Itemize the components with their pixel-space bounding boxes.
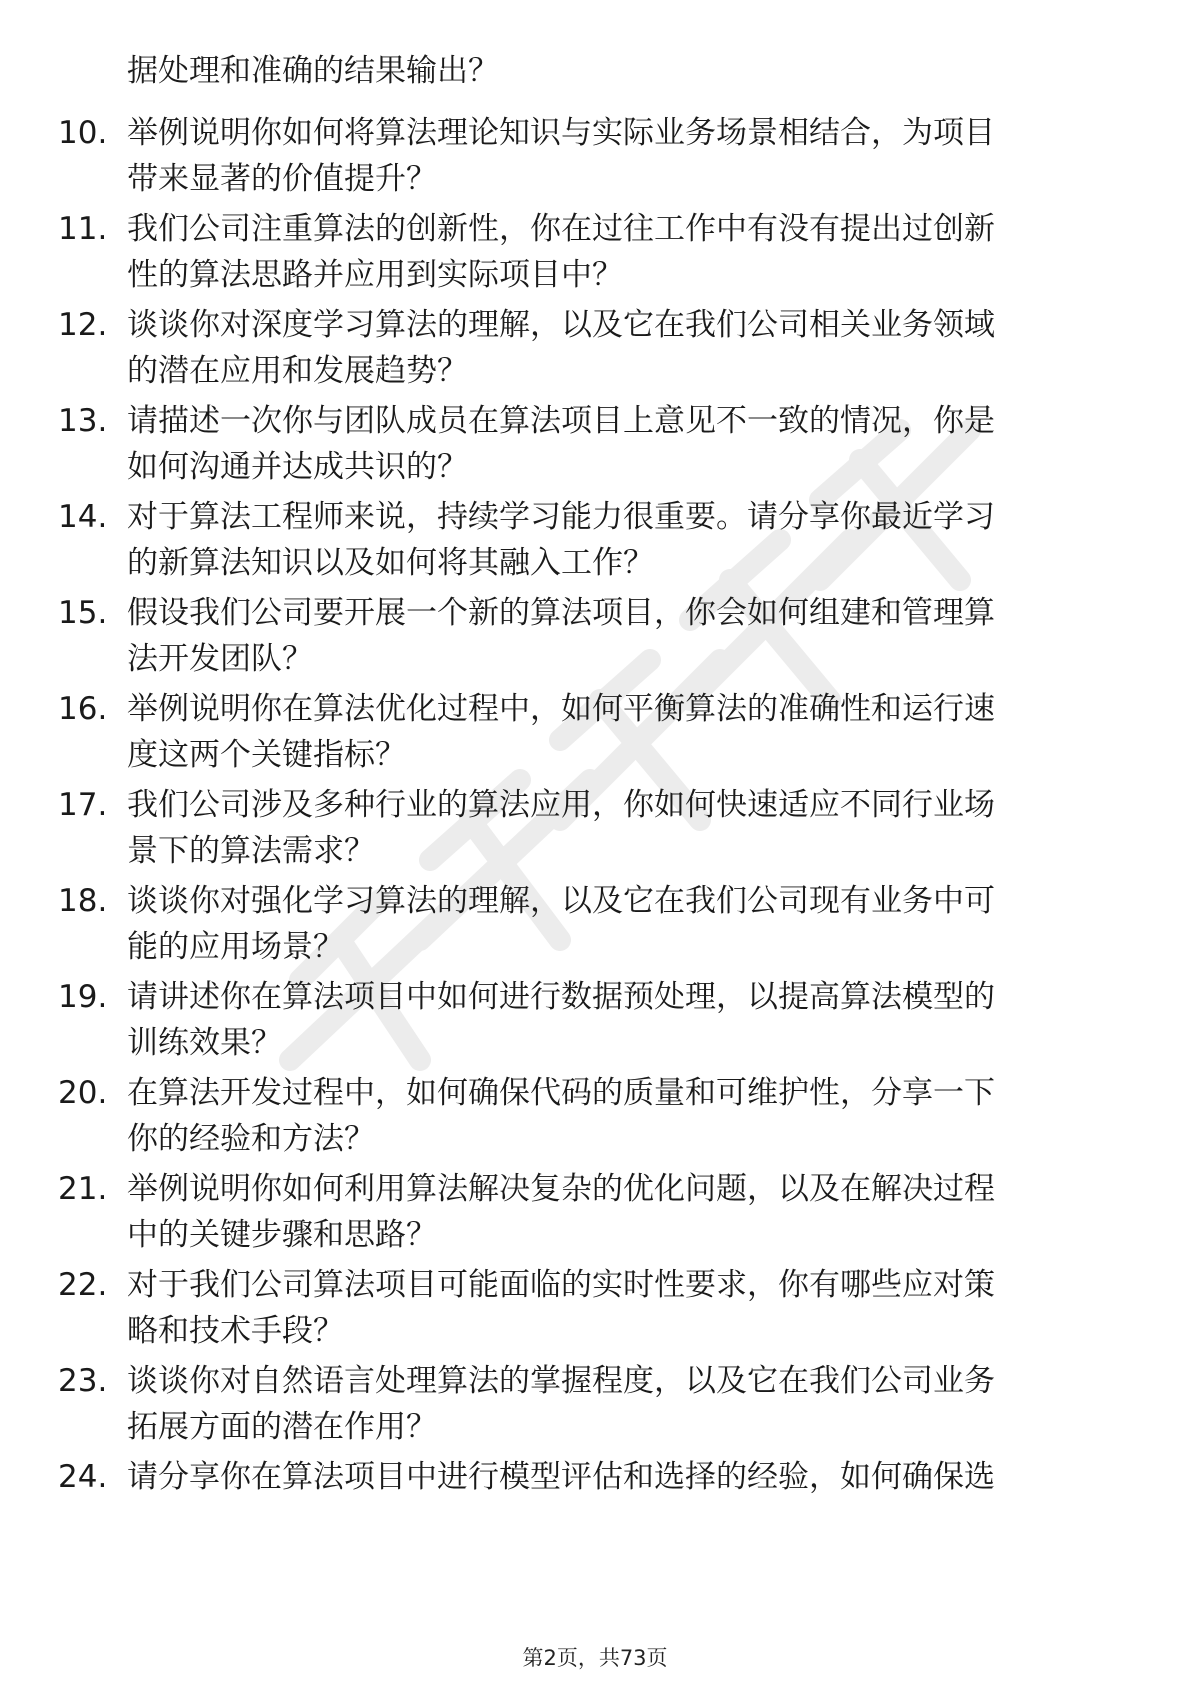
question-line: 的潜在应用和发展趋势？ [127, 353, 468, 389]
question-number: 22. [58, 1267, 108, 1303]
question-line: 请分享你在算法项目中进行模型评估和选择的经验，如何确保选 [127, 1459, 995, 1495]
question-line: 我们公司涉及多种行业的算法应用，你如何快速适应不同行业场 [127, 787, 995, 823]
question-line: 对于算法工程师来说，持续学习能力很重要。请分享你最近学习 [127, 499, 995, 535]
question-line: 带来显著的价值提升？ [127, 161, 437, 197]
question-line: 能的应用场景？ [127, 929, 344, 965]
question-number: 20. [58, 1075, 108, 1111]
question-number: 14. [58, 499, 108, 535]
list-item [0, 1358, 1190, 1450]
question-number: 10. [58, 115, 108, 151]
question-number: 18. [58, 883, 108, 919]
list-item [0, 590, 1190, 682]
question-line: 训练效果？ [127, 1025, 282, 1061]
continuation-line: 据处理和准确的结果输出？ [127, 53, 499, 89]
question-line: 谈谈你对强化学习算法的理解，以及它在我们公司现有业务中可 [127, 883, 995, 919]
list-item [0, 1070, 1190, 1162]
question-text [127, 1070, 1117, 1162]
question-line: 我们公司注重算法的创新性，你在过往工作中有没有提出过创新 [127, 211, 995, 247]
question-line: 的新算法知识以及如何将其融入工作？ [127, 545, 654, 581]
list-item [0, 398, 1190, 490]
question-text [127, 206, 1117, 298]
question-line: 法开发团队？ [127, 641, 313, 677]
question-number: 16. [58, 691, 108, 727]
question-number: 17. [58, 787, 108, 823]
list-item [0, 1262, 1190, 1354]
question-text [127, 590, 1117, 682]
question-text [127, 1454, 1117, 1500]
question-list [0, 110, 1190, 1550]
question-line: 中的关键步骤和思路？ [127, 1217, 437, 1253]
list-item [0, 686, 1190, 778]
question-text [127, 782, 1117, 874]
list-item [0, 1166, 1190, 1258]
question-number: 11. [58, 211, 108, 247]
question-text [127, 1358, 1117, 1450]
question-text [127, 110, 1117, 202]
question-text [127, 1166, 1117, 1258]
question-number: 24. [58, 1459, 108, 1495]
question-text [127, 398, 1117, 490]
question-line: 请描述一次你与团队成员在算法项目上意见不一致的情况，你是 [127, 403, 995, 439]
question-number: 15. [58, 595, 108, 631]
question-line: 景下的算法需求？ [127, 833, 375, 869]
question-line: 性的算法思路并应用到实际项目中？ [127, 257, 623, 293]
list-item [0, 878, 1190, 970]
question-number: 12. [58, 307, 108, 343]
list-item [0, 782, 1190, 874]
question-line: 假设我们公司要开展一个新的算法项目，你会如何组建和管理算 [127, 595, 995, 631]
question-number: 23. [58, 1363, 108, 1399]
question-line: 度这两个关键指标？ [127, 737, 406, 773]
list-item [0, 974, 1190, 1066]
question-text [127, 878, 1117, 970]
question-line: 举例说明你在算法优化过程中，如何平衡算法的准确性和运行速 [127, 691, 995, 727]
list-item [0, 206, 1190, 298]
question-text [127, 974, 1117, 1066]
question-text [127, 1262, 1117, 1354]
question-line: 请讲述你在算法项目中如何进行数据预处理，以提高算法模型的 [127, 979, 995, 1015]
question-line: 举例说明你如何将算法理论知识与实际业务场景相结合，为项目 [127, 115, 995, 151]
list-item [0, 1454, 1190, 1546]
question-line: 在算法开发过程中，如何确保代码的质量和可维护性，分享一下 [127, 1075, 995, 1111]
question-line: 略和技术手段？ [127, 1313, 344, 1349]
question-text [127, 494, 1117, 586]
question-text [127, 302, 1117, 394]
question-number: 19. [58, 979, 108, 1015]
question-text [127, 686, 1117, 778]
question-line: 如何沟通并达成共识的？ [127, 449, 468, 485]
question-line: 拓展方面的潜在作用？ [127, 1409, 437, 1445]
list-item [0, 110, 1190, 202]
page-footer: 第2页，共73页 [522, 1646, 668, 1670]
question-line: 你的经验和方法？ [127, 1121, 375, 1157]
question-line: 谈谈你对自然语言处理算法的掌握程度，以及它在我们公司业务 [127, 1363, 995, 1399]
question-line: 对于我们公司算法项目可能面临的实时性要求，你有哪些应对策 [127, 1267, 995, 1303]
question-line: 谈谈你对深度学习算法的理解，以及它在我们公司相关业务领域 [127, 307, 995, 343]
question-number: 21. [58, 1171, 108, 1207]
list-item [0, 302, 1190, 394]
list-item [0, 494, 1190, 586]
question-number: 13. [58, 403, 108, 439]
question-line: 举例说明你如何利用算法解决复杂的优化问题，以及在解决过程 [127, 1171, 995, 1207]
